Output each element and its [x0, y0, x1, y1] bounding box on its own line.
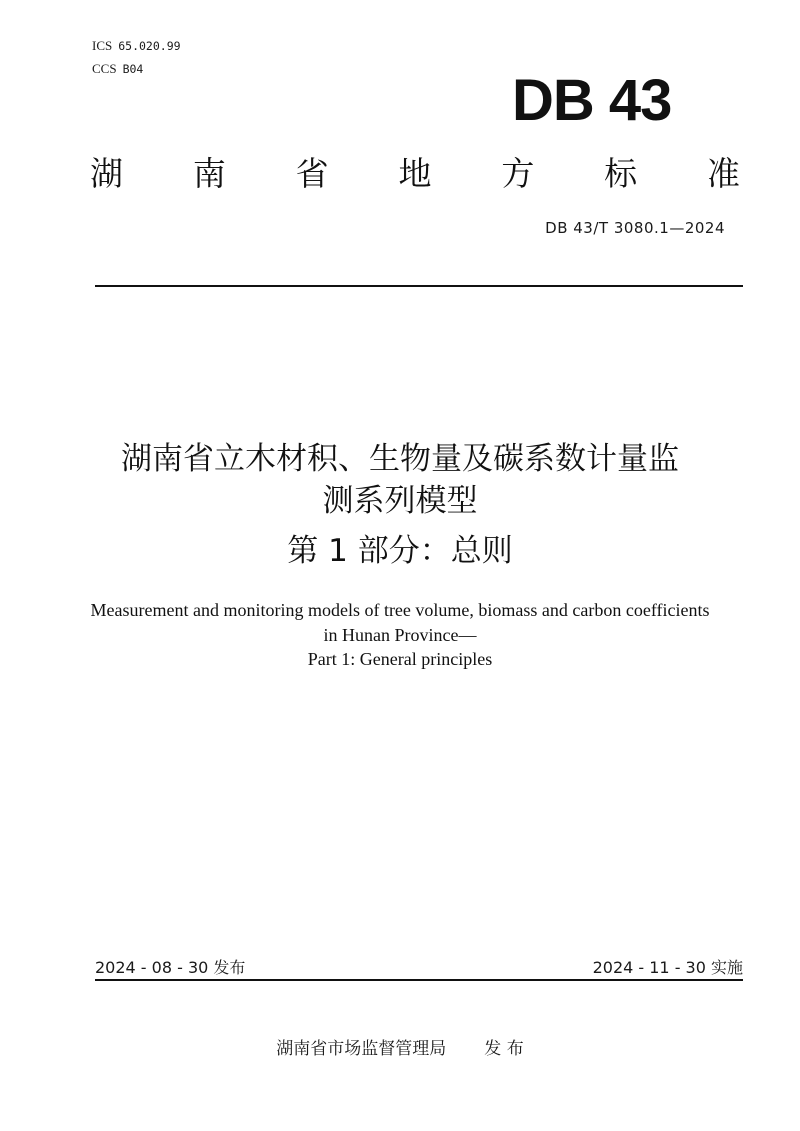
title-en-line2: in Hunan Province— [323, 625, 477, 645]
title-cn-line1: 湖南省立木材积、生物量及碳系数计量监 [121, 441, 679, 477]
standard-type-char: 准 [706, 154, 740, 193]
header-divider [95, 285, 743, 287]
title-en-part: Part 1: General principles [307, 649, 493, 669]
issuer-action: 发 布 [484, 1039, 524, 1059]
issue-date: 2024 - 08 - 30 发布 [95, 958, 246, 977]
ccs-code [92, 61, 143, 77]
implementation-date: 2024 - 11 - 30 实施 [592, 958, 743, 977]
ccs-label: CCS [92, 61, 117, 76]
title-cn-part: 第 1 部分：总则 [287, 533, 513, 569]
standard-type-char: 省 [295, 154, 329, 193]
standard-type-char: 方 [501, 154, 535, 193]
standard-type-heading [90, 150, 740, 198]
title-cn-line2: 测系列模型 [322, 483, 478, 519]
ics-label: ICS [92, 38, 113, 53]
ics-code [92, 38, 181, 54]
ics-value: 65.020.99 [118, 39, 181, 53]
title-en-line1: Measurement and monitoring models of tree volume, biomass and carbon coefficients [90, 600, 710, 620]
issuer [0, 1034, 800, 1059]
standard-type-char: 地 [398, 154, 432, 193]
standard-number: DB 43/T 3080.1—2024 [545, 219, 725, 237]
standard-type-char: 湖 [90, 154, 123, 193]
db43-logo: DB 43 [512, 68, 672, 133]
ccs-value: B04 [122, 62, 144, 76]
standard-type-char: 标 [604, 154, 638, 193]
standard-type-char: 南 [192, 154, 226, 193]
issuer-name: 湖南省市场监督管理局 [276, 1039, 447, 1059]
footer-divider [95, 979, 743, 981]
